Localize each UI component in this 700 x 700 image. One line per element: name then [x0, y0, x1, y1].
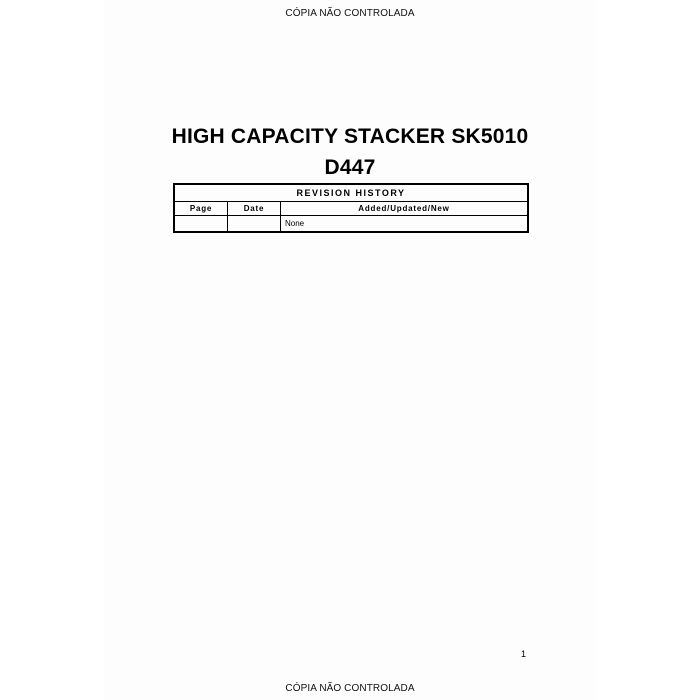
column-header-date: Date	[228, 202, 281, 216]
watermark-top: CÓPIA NÃO CONTROLADA	[285, 8, 415, 19]
document-title: HIGH CAPACITY STACKER SK5010	[171, 125, 529, 148]
model-code: D447	[324, 156, 376, 179]
column-header-page: Page	[174, 202, 228, 216]
watermark-bottom: CÓPIA NÃO CONTROLADA	[285, 683, 415, 694]
revision-history-heading: REVISION HISTORY	[174, 184, 528, 202]
row-date-cell	[228, 216, 281, 233]
page-number: 1	[521, 649, 527, 659]
table-row	[174, 216, 528, 233]
row-description-cell: None	[281, 216, 529, 233]
document-page	[104, 0, 596, 700]
row-page-cell	[174, 216, 228, 233]
column-header-added-updated-new: Added/Updated/New	[281, 202, 529, 216]
revision-history-table	[173, 183, 529, 233]
